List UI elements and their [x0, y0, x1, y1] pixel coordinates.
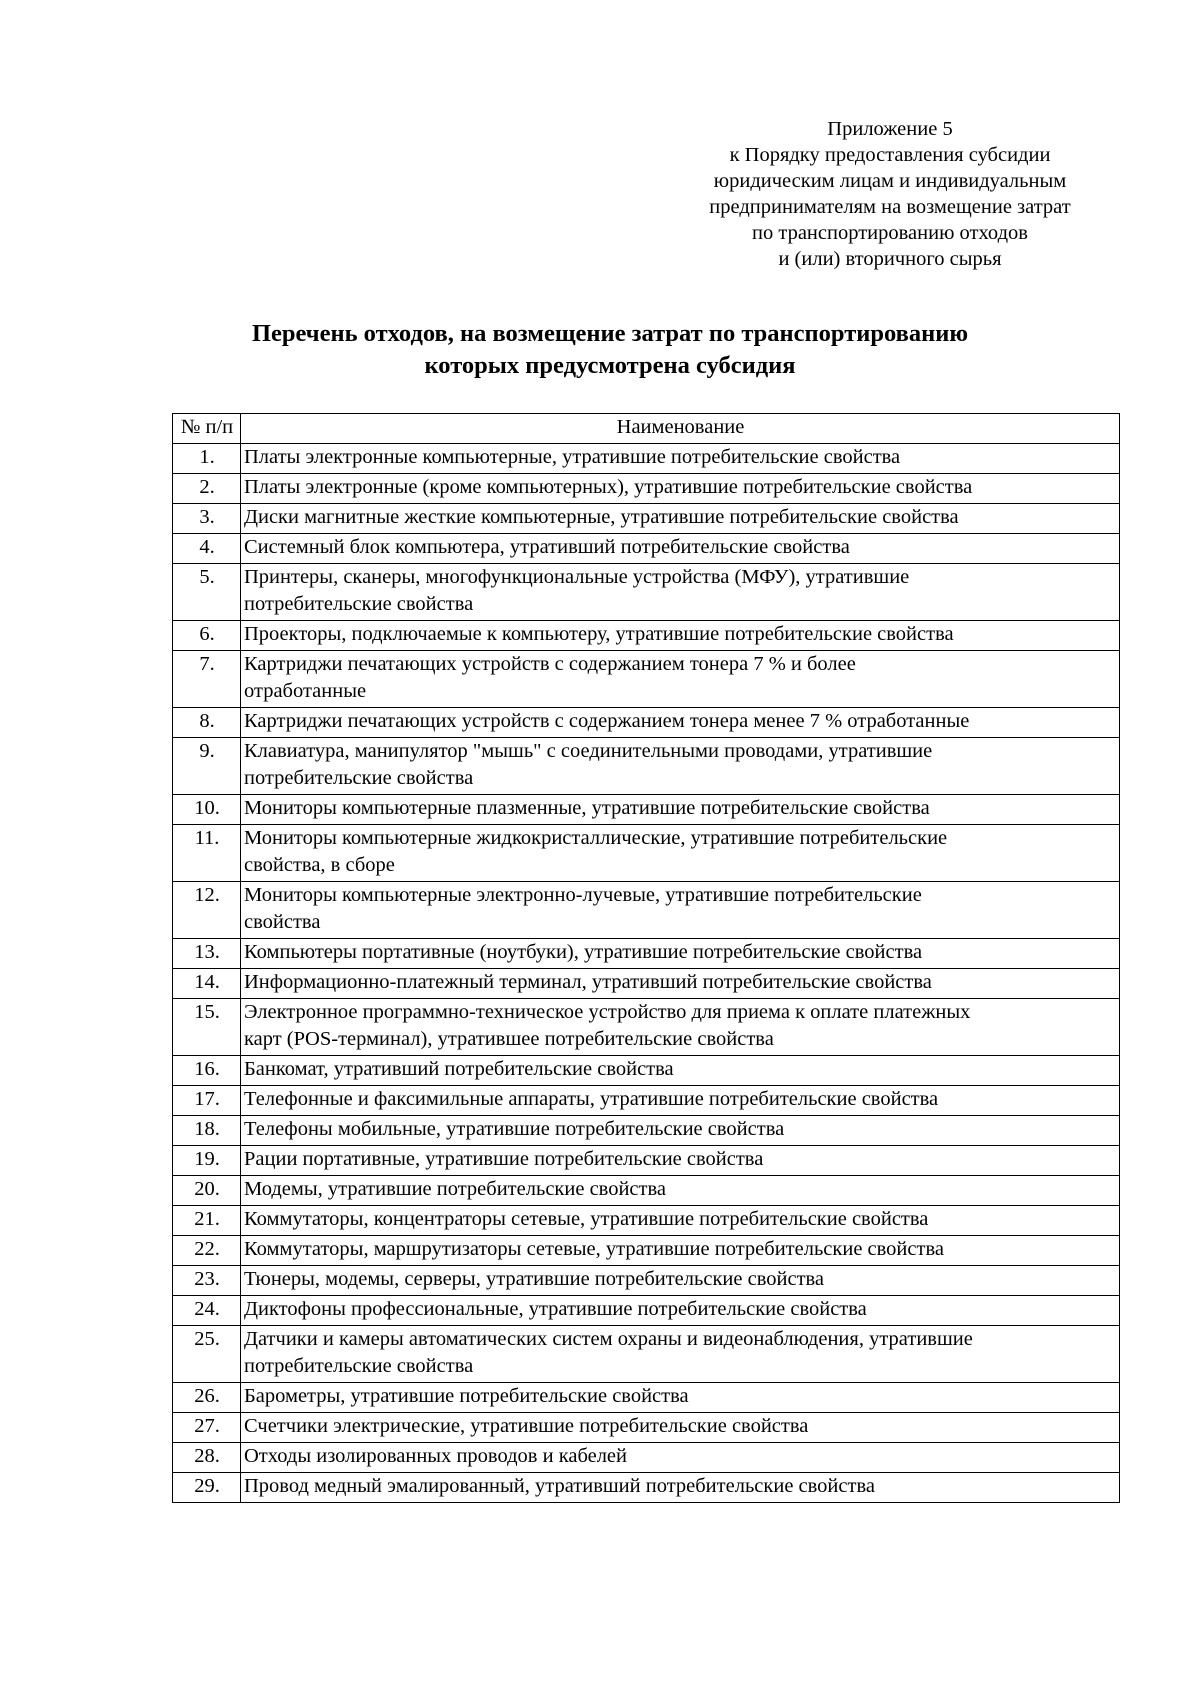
row-number: 7. — [173, 651, 241, 708]
row-name: Принтеры, сканеры, многофункциональные устройства (МФУ), утратившие потребительские свойства — [241, 564, 1120, 621]
row-number: 19. — [173, 1146, 241, 1176]
appendix-line: юридическим лицам и индивидуальным — [713, 170, 1067, 192]
row-name: Диски магнитные жесткие компьютерные, утратившие потребительские свойства — [241, 504, 1120, 534]
table-body — [173, 444, 1120, 1503]
row-name: Барометры, утратившие потребительские свойства — [241, 1383, 1120, 1413]
row-name: Коммутаторы, концентраторы сетевые, утратившие потребительские свойства — [241, 1206, 1120, 1236]
table-row — [173, 1206, 1120, 1236]
row-number: 3. — [173, 504, 241, 534]
row-number: 26. — [173, 1383, 241, 1413]
row-number: 4. — [173, 534, 241, 564]
row-number: 10. — [173, 795, 241, 825]
header-num: № п/п — [173, 414, 241, 444]
row-number: 23. — [173, 1266, 241, 1296]
row-number: 6. — [173, 621, 241, 651]
table-row — [173, 1413, 1120, 1443]
table-row — [173, 621, 1120, 651]
table-row — [173, 825, 1120, 882]
row-number: 25. — [173, 1326, 241, 1383]
row-name: Картриджи печатающих устройств с содержанием тонера 7 % и более отработанные — [241, 651, 1120, 708]
row-number: 28. — [173, 1443, 241, 1473]
row-name: Электронное программно-техническое устройство для приема к оплате платежных карт (POS-терминал), утратившее потребительские свойства — [241, 999, 1120, 1056]
row-name: Модемы, утратившие потребительские свойства — [241, 1176, 1120, 1206]
row-number: 1. — [173, 444, 241, 474]
row-name: Рации портативные, утратившие потребительские свойства — [241, 1146, 1120, 1176]
table-header-row — [173, 414, 1120, 444]
row-number: 22. — [173, 1236, 241, 1266]
appendix-line: по транспортированию отходов — [752, 222, 1028, 244]
title-line: Перечень отходов, на возмещение затрат по транспортированию — [251, 320, 969, 347]
table-row — [173, 651, 1120, 708]
table-row — [173, 1146, 1120, 1176]
table-row — [173, 708, 1120, 738]
row-number: 24. — [173, 1296, 241, 1326]
table-row — [173, 1176, 1120, 1206]
table-row — [173, 939, 1120, 969]
row-name: Отходы изолированных проводов и кабелей — [241, 1443, 1120, 1473]
row-name: Системный блок компьютера, утративший потребительские свойства — [241, 534, 1120, 564]
appendix-line: предпринимателям на возмещение затрат — [709, 196, 1071, 218]
table-row — [173, 969, 1120, 999]
row-number: 12. — [173, 882, 241, 939]
table-row — [173, 1326, 1120, 1383]
table-row — [173, 1266, 1120, 1296]
row-number: 21. — [173, 1206, 241, 1236]
table-row — [173, 564, 1120, 621]
header-name: Наименование — [241, 414, 1120, 444]
table-row — [173, 1086, 1120, 1116]
table-row — [173, 882, 1120, 939]
row-name: Счетчики электрические, утратившие потребительские свойства — [241, 1413, 1120, 1443]
appendix-block — [660, 116, 1120, 272]
waste-list-table — [172, 413, 1120, 1503]
table-row — [173, 999, 1120, 1056]
row-name: Коммутаторы, маршрутизаторы сетевые, утратившие потребительские свойства — [241, 1236, 1120, 1266]
row-number: 8. — [173, 708, 241, 738]
row-number: 5. — [173, 564, 241, 621]
row-name: Диктофоны профессиональные, утратившие потребительские свойства — [241, 1296, 1120, 1326]
appendix-line: Приложение 5 — [827, 118, 953, 140]
row-number: 13. — [173, 939, 241, 969]
table-row — [173, 1056, 1120, 1086]
row-name: Телефонные и факсимильные аппараты, утратившие потребительские свойства — [241, 1086, 1120, 1116]
row-name: Телефоны мобильные, утратившие потребительские свойства — [241, 1116, 1120, 1146]
table-row — [173, 738, 1120, 795]
table-row — [173, 444, 1120, 474]
table-row — [173, 1473, 1120, 1503]
row-name: Компьютеры портативные (ноутбуки), утратившие потребительские свойства — [241, 939, 1120, 969]
document-title — [160, 318, 1060, 382]
row-number: 15. — [173, 999, 241, 1056]
row-name: Мониторы компьютерные жидкокристаллические, утратившие потребительские свойства, в сборе — [241, 825, 1120, 882]
row-name: Проекторы, подключаемые к компьютеру, утратившие потребительские свойства — [241, 621, 1120, 651]
row-name: Мониторы компьютерные плазменные, утратившие потребительские свойства — [241, 795, 1120, 825]
row-name: Тюнеры, модемы, серверы, утратившие потребительские свойства — [241, 1266, 1120, 1296]
appendix-line: к Порядку предоставления субсидии — [729, 144, 1051, 166]
row-number: 17. — [173, 1086, 241, 1116]
row-name: Клавиатура, манипулятор "мышь" с соединительными проводами, утратившие потребительские свойства — [241, 738, 1120, 795]
row-number: 20. — [173, 1176, 241, 1206]
table-row — [173, 474, 1120, 504]
row-number: 9. — [173, 738, 241, 795]
row-number: 14. — [173, 969, 241, 999]
table-row — [173, 1116, 1120, 1146]
row-name: Платы электронные компьютерные, утратившие потребительские свойства — [241, 444, 1120, 474]
row-name: Информационно-платежный терминал, утративший потребительские свойства — [241, 969, 1120, 999]
table-row — [173, 1296, 1120, 1326]
title-line: которых предусмотрена субсидия — [424, 352, 796, 379]
row-number: 16. — [173, 1056, 241, 1086]
appendix-line: и (или) вторичного сырья — [778, 248, 1002, 270]
row-name: Картриджи печатающих устройств с содержанием тонера менее 7 % отработанные — [241, 708, 1120, 738]
row-name: Банкомат, утративший потребительские свойства — [241, 1056, 1120, 1086]
table-row — [173, 534, 1120, 564]
row-name: Провод медный эмалированный, утративший потребительские свойства — [241, 1473, 1120, 1503]
table-row — [173, 1443, 1120, 1473]
table-row — [173, 1236, 1120, 1266]
row-number: 27. — [173, 1413, 241, 1443]
row-number: 2. — [173, 474, 241, 504]
row-name: Датчики и камеры автоматических систем охраны и видеонаблюдения, утратившие потребительские свойства — [241, 1326, 1120, 1383]
table-row — [173, 504, 1120, 534]
row-name: Платы электронные (кроме компьютерных), утратившие потребительские свойства — [241, 474, 1120, 504]
table-row — [173, 1383, 1120, 1413]
row-name: Мониторы компьютерные электронно-лучевые, утратившие потребительские свойства — [241, 882, 1120, 939]
table-row — [173, 795, 1120, 825]
row-number: 18. — [173, 1116, 241, 1146]
row-number: 11. — [173, 825, 241, 882]
row-number: 29. — [173, 1473, 241, 1503]
